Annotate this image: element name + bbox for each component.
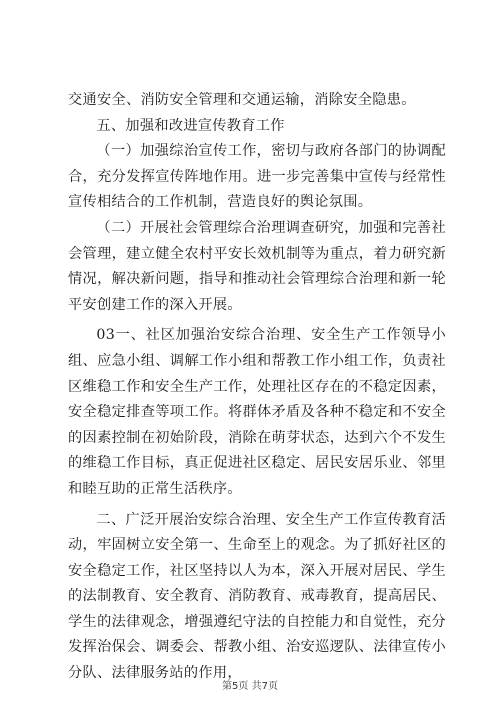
paragraph-1: 交通安全、消防安全管理和交通运输，消除安全隐患。: [68, 92, 416, 108]
document-body: [68, 88, 446, 687]
paragraph-4: （二）开展社会管理综合治理调查研究，加强和完善社会管理，建立健全农村平安长效机制等为重点，着力研究新情况，解决新问题，指导和推动社会管理综合治理和新一轮平安创建工作的深入开展。: [68, 219, 446, 313]
paragraph-5: 03一、社区加强治安综合治理、安全生产工作领导小组、应急小组、调解工作小组和帮教工作小组工作，负责社区维稳工作和安全生产工作，处理社区存在的不稳定因素，安全稳定排查等项工作。将群体矛盾及各种不稳定和不安全的因素控制在初始阶段，消除在萌芽状态，达到六个不发生的维稳工作目标，真正促进社区稳定、居民安居乐业、邻里和睦互助的正常生活秩序。: [68, 327, 446, 497]
paragraph-6: 二、广泛开展治安综合治理、安全生产工作宣传教育活动，牢固树立安全第一、生命至上的观念。为了抓好社区的安全稳定工作，社区坚持以人为本，深入开展对居民、学生的法制教育、安全教育、消防教育、戒毒教育，提高居民、学生的法律观念，增强遵纪守法的自控能力和自觉性，充分发挥治保会、调委会、帮教小组、治安巡逻队、法律宣传小分队、法律服务站的作用，: [68, 511, 446, 682]
section-heading-5: 五、加强和改进宣传教育工作: [96, 117, 285, 134]
paragraph-3: （一）加强综治宣传工作，密切与政府各部门的协调配合，充分发挥宣传阵地作用。进一步完善集中宣传与经常性宣传相结合的工作机制，营造良好的舆论氛围。: [68, 143, 446, 211]
page-number-footer: 第5页 共7页: [222, 681, 278, 692]
